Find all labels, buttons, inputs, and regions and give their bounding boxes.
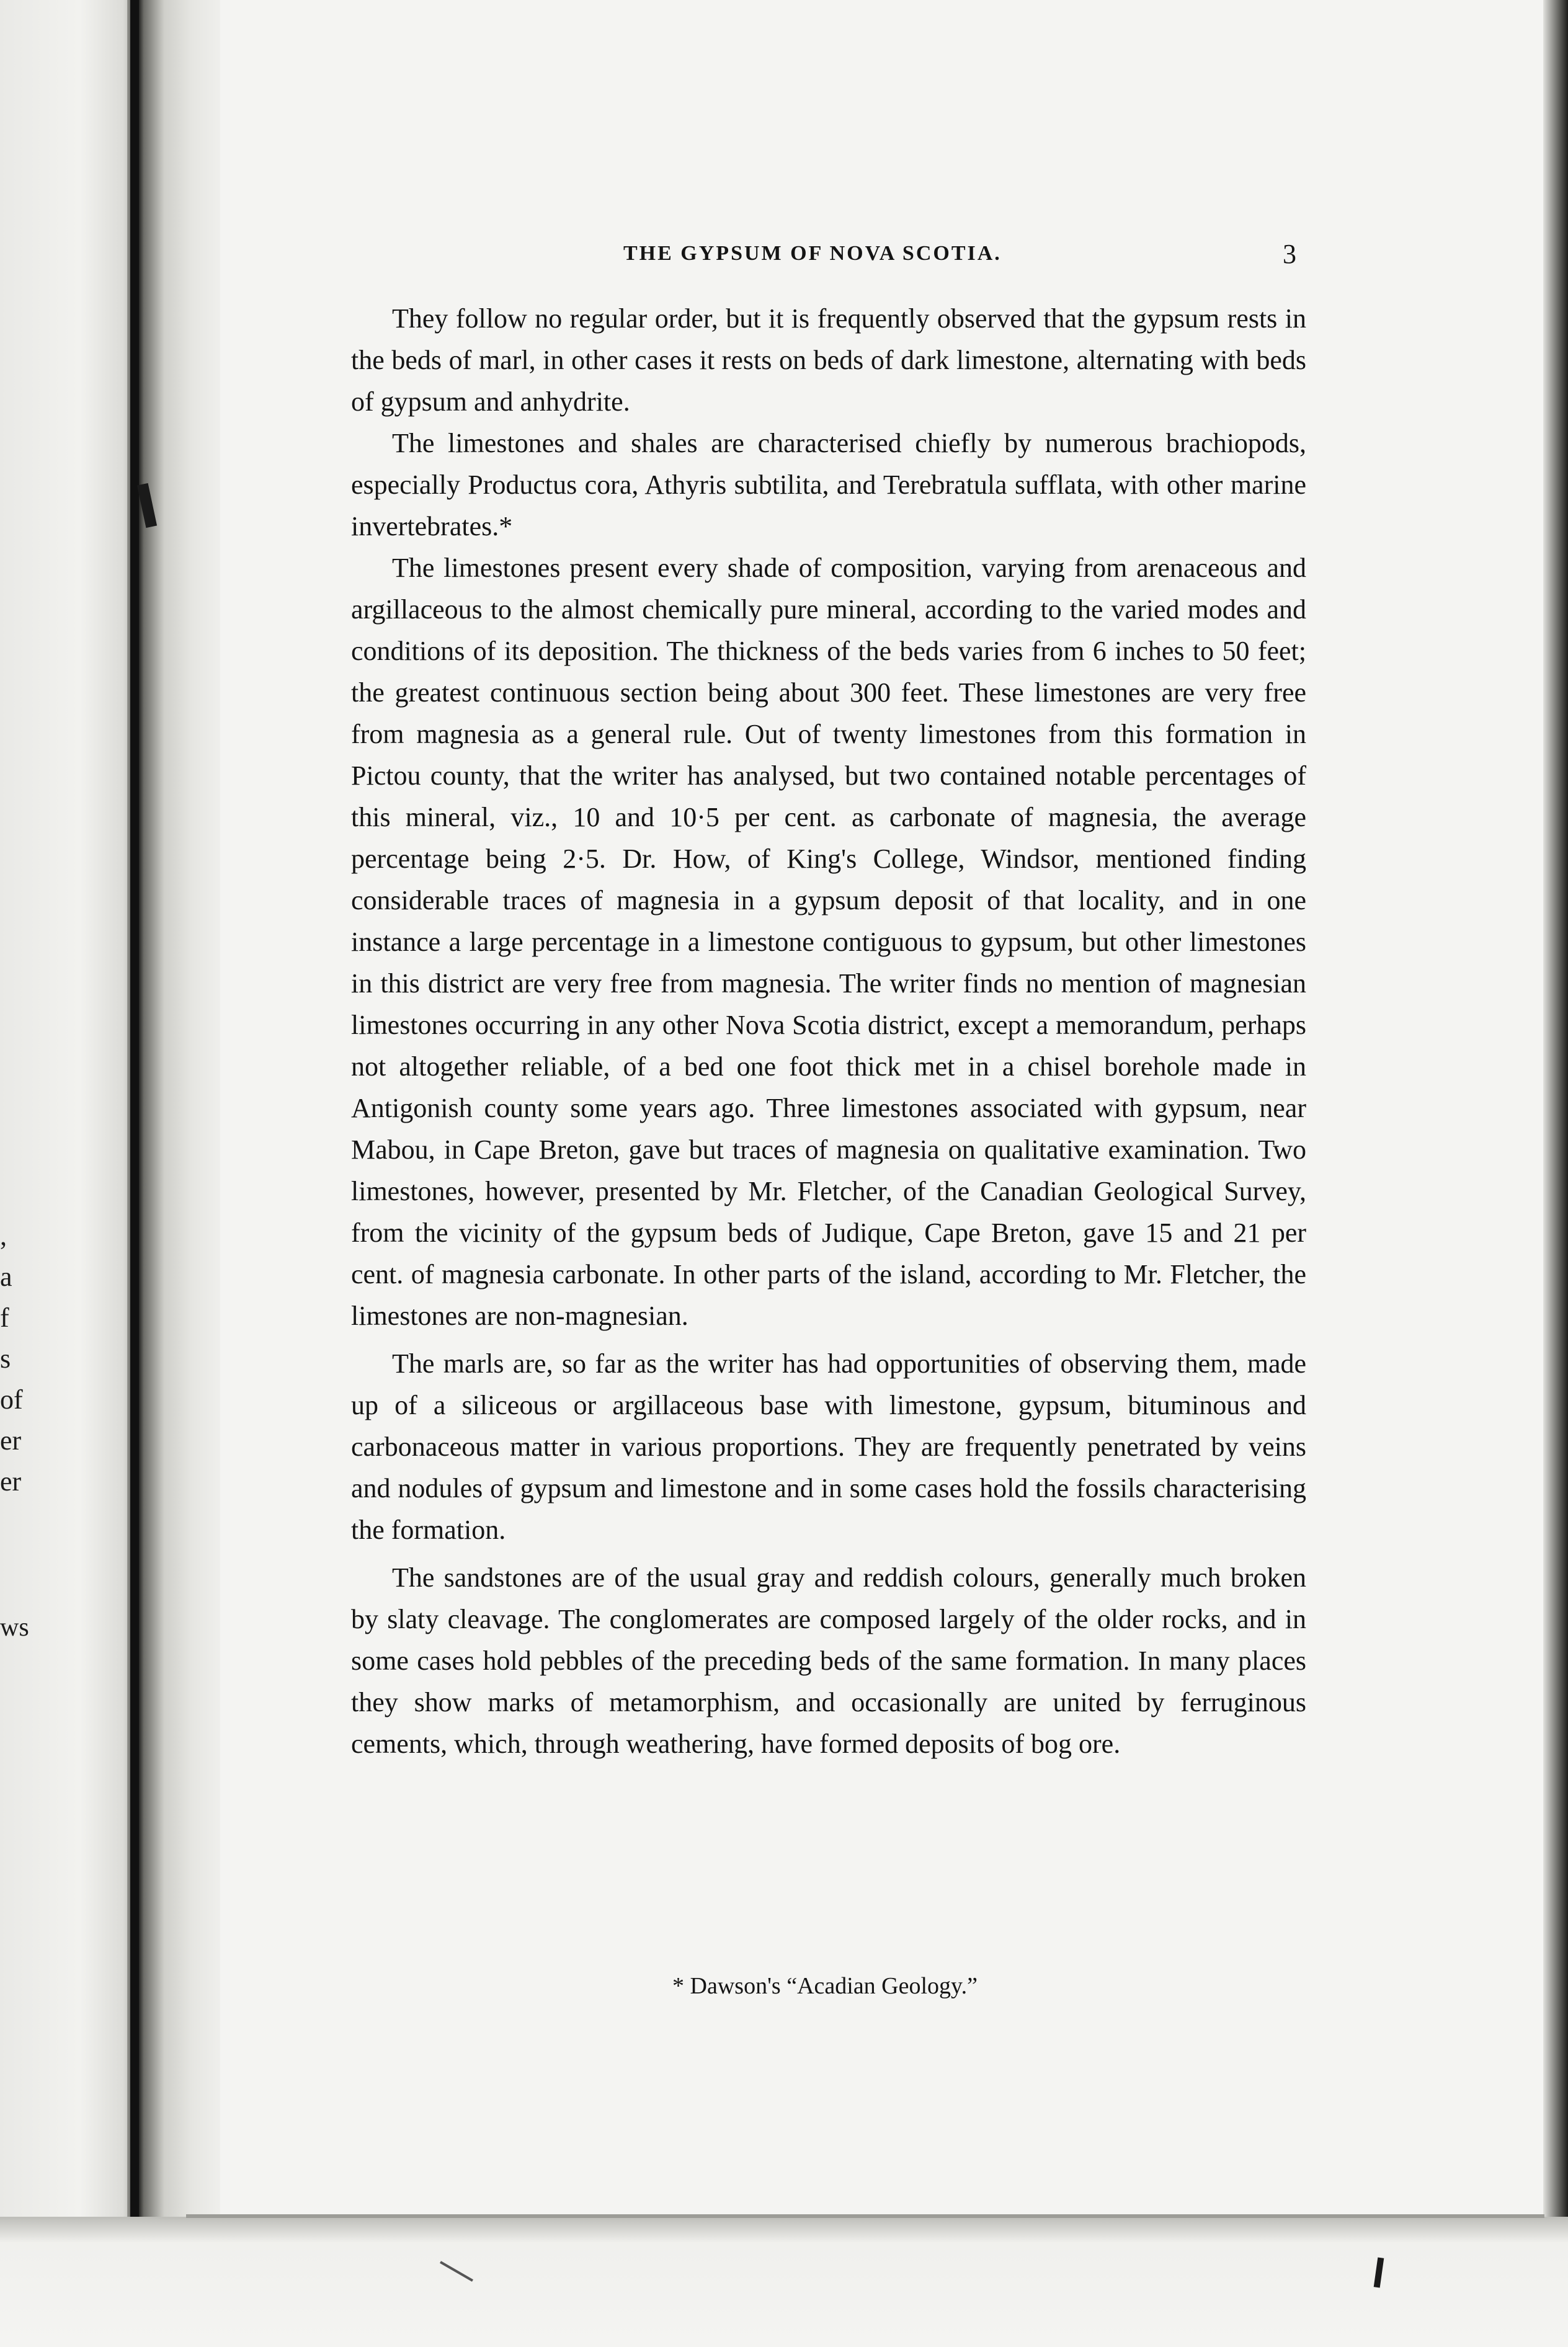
facing-fragment: of [0, 1384, 23, 1415]
facing-fragment: er [0, 1425, 22, 1456]
page-number: 3 [1283, 239, 1296, 269]
body-text [351, 298, 1306, 1765]
facing-fragment-tail: ws [0, 1613, 29, 1642]
facing-fragment: s [0, 1343, 11, 1374]
facing-fragment: , [0, 1221, 7, 1251]
page-bottom-margin [0, 2217, 1568, 2347]
running-head [347, 239, 1296, 279]
facing-fragment: f [0, 1303, 9, 1333]
running-title: THE GYPSUM OF NOVA SCOTIA. [623, 242, 1002, 265]
facing-fragment: er [0, 1466, 22, 1497]
page-bottom-edge [186, 2214, 1544, 2218]
book-gutter [127, 0, 220, 2347]
facing-fragment: a [0, 1262, 12, 1292]
facing-page-text-fragments [0, 1216, 37, 1502]
paragraph: The limestones and shales are characterised chiefly by numerous brachiopods, especially Productus cora, Athyris subtilita, and Terebratula sufflata, with other marine invertebrates.* [351, 428, 1306, 541]
paragraph: The limestones present every shade of composition, varying from arenaceous and argillaceous to the almost chemically pure mineral, according to the varied modes and conditions of its deposition. The thickness of the beds varies from 6 inches to 50 feet; the greatest continuous section being about 300 feet. These limestones are very free from magnesia as a general rule. Out of twenty limestones from this formation in Pictou county, that the writer has analysed, but two contained notable percentages of this mineral, viz., 10 and 10·5 per cent. as carbonate of magnesia, the average percentage being 2·5. Dr. How, of King's College, Windsor, mentioned finding considerable traces of magnesia in a gypsum deposit of that locality, and in one instance a large percentage in a limestone contiguous to gypsum, but other limestones in this district are very free from magnesia. The writer finds no mention of magnesian limestones occurring in any other Nova Scotia district, except a memorandum, perhaps not altogether reliable, of a bed one foot thick met in a chisel borehole made in Antigonish county some years ago. Three limestones associated with gypsum, near Mabou, in Cape Breton, gave but traces of magnesia on qualitative examination. Two limestones, however, presented by Mr. Fletcher, of the Canadian Geological Survey, from the vicinity of the gypsum beds of Judique, Cape Breton, gave 15 and 21 per cent. of magnesia carbonate. In other parts of the island, according to Mr. Fletcher, the limestones are non-magnesian. [351, 553, 1306, 1331]
binding-shadow [130, 0, 139, 2347]
facing-page-edge [0, 0, 133, 2347]
page-right-edge [1543, 0, 1568, 2347]
footnote: * Dawson's “Acadian Geology.” [672, 1973, 978, 1999]
paragraph: The marls are, so far as the writer has had opportunities of observing them, made up of a siliceous or argillaceous base with limestone, gypsum, bituminous and carbonaceous matter in various proportions. They are frequently penetrated by veins and nodules of gypsum and limestone and in some cases hold the fossils characterising the formation. [351, 1348, 1306, 1545]
paragraph: The sandstones are of the usual gray and reddish colours, generally much broken by slaty cleavage. The conglomerates are composed largely of the older rocks, and in some cases hold pebbles of the preceding beds of the same formation. In many places they show marks of metamorphism, and occasionally are united by ferruginous cements, which, through weathering, have formed deposits of bog ore. [351, 1562, 1306, 1759]
paragraph: They follow no regular order, but it is frequently observed that the gypsum rests in the beds of marl, in other cases it rests on beds of dark limestone, alternating with beds of gypsum and anhydrite. [351, 303, 1306, 417]
